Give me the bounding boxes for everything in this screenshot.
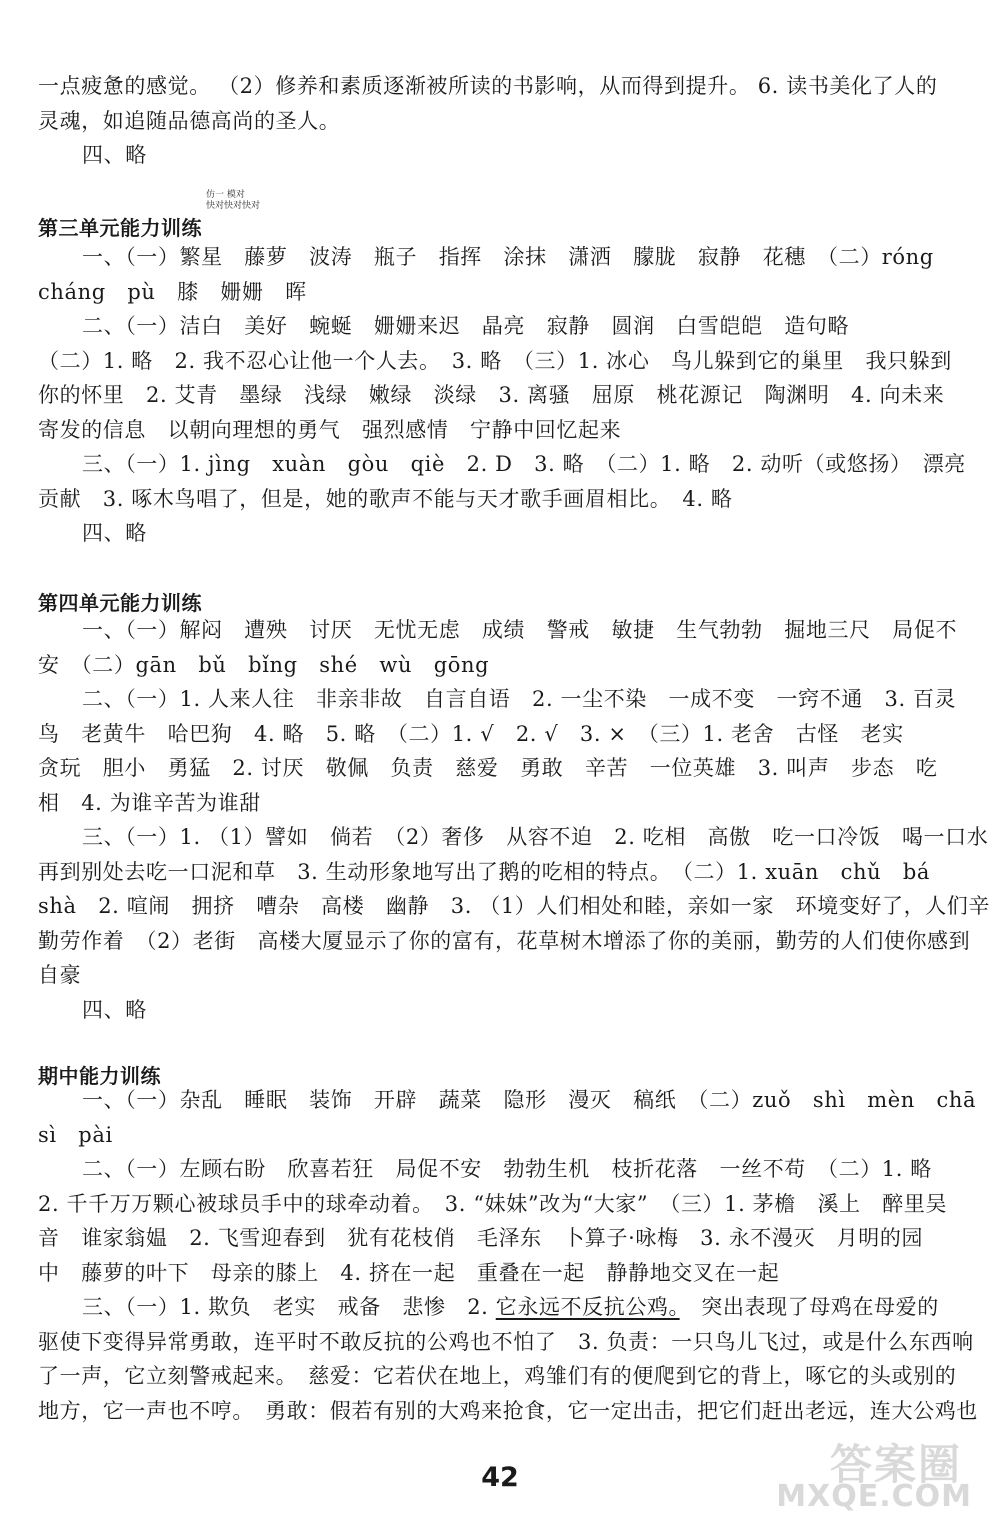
stamp-line: 仿一 模对 xyxy=(206,190,245,200)
text-line: 寄发的信息 以朝向理想的勇气 强烈感情 宁静中回忆起来 xyxy=(38,417,622,442)
text-line: 你的怀里 2. 艾青 墨绿 浅绿 嫩绿 淡绿 3. 离骚 屈原 桃花源记 陶渊明 4. 向未来 xyxy=(38,383,945,407)
text-line: 安 （二）gān bǔ bǐng shé wù gōng xyxy=(38,652,490,677)
stamp-line: 快对快对快对 xyxy=(206,201,261,211)
text-line: 再到别处去吃一口泥和草 3. 生动形象地写出了鹅的吃相的特点。 （二）1. xuān chǔ bá xyxy=(38,859,931,884)
unit3-answers xyxy=(38,240,968,551)
text-line: 贪玩 胆小 勇猛 2. 讨厌 敬佩 负责 慈爱 勇敢 辛苦 一位英雄 3. 叫声 步态 吃 xyxy=(38,756,938,780)
text-line: 一、（一）杂乱 睡眠 装饰 开辟 蔬菜 隐形 漫灭 稿纸 （二）zuǒ shì mèn chā xyxy=(82,1088,977,1112)
text-run: 三、（一）1. 欺负 老实 戒备 悲惨 2. xyxy=(82,1295,496,1319)
top-continuation xyxy=(38,69,968,173)
watermark-logo: 答案圈 xyxy=(829,1440,962,1489)
text-line xyxy=(38,1290,968,1325)
text-line: 了一声，它立刻警戒起来。 慈爱：它若伏在地上，鸡雏们有的便爬到它的背上，啄它的头或别的 xyxy=(38,1364,957,1388)
text-line: 贡献 3. 啄木鸟唱了，但是，她的歌声不能与天才歌手画眉相比。 4. 略 xyxy=(38,486,733,511)
text-line: 三、（一）1. jìng xuàn gòu qiè 2. D 3. 略 （二）1. 略 2. 动听（或悠扬） 漂亮 xyxy=(82,452,966,476)
text-line: 四、略 xyxy=(82,997,147,1022)
page-number: 42 xyxy=(481,1462,519,1493)
text-line: 相 4. 为谁辛苦为谁甜 xyxy=(38,790,261,815)
text-line: 三、（一）1. （1）譬如 倘若 （2）奢侈 从容不迫 2. 吃相 高傲 吃一口冷饭 喝一口水 xyxy=(82,825,989,849)
text-line: 四、略 xyxy=(82,143,147,167)
text-line: 四、略 xyxy=(82,521,147,545)
text-line: 一、（一）繁星 藤萝 波涛 瓶子 指挥 涂抹 潇洒 朦胧 寂静 花穗 （二）róng xyxy=(82,245,934,269)
text-line: 自豪 xyxy=(38,963,82,987)
watermark xyxy=(776,1432,980,1514)
text-line: 灵魂，如追随品德高尚的圣人。 xyxy=(38,108,341,133)
midterm-title: 期中能力训练 xyxy=(38,1064,161,1088)
unit4-answers xyxy=(38,613,991,1027)
text-line: 一、（一）解闷 遭殃 讨厌 无忧无虑 成绩 警戒 敏捷 生气勃勃 掘地三尺 局促不 xyxy=(82,618,958,642)
text-line: 鸟 老黄牛 哈巴狗 4. 略 5. 略 （二）1. √ 2. √ 3. × （三）1. 老舍 古怪 老实 xyxy=(38,721,904,746)
text-line: sì pài xyxy=(38,1122,113,1147)
text-line: cháng pù 膝 姗姗 晖 xyxy=(38,279,307,304)
midterm-answers xyxy=(38,1083,978,1428)
text-line: 二、（一）洁白 美好 蜿蜒 姗姗来迟 晶亮 寂静 圆润 白雪皑皑 造句略 xyxy=(82,314,850,338)
underlined-answer: 它永远不反抗公鸡。 xyxy=(495,1295,680,1319)
text-line: 二、（一）左顾右盼 欣喜若狂 局促不安 勃勃生机 枝折花落 一丝不苟 （二）1. 略 xyxy=(82,1157,932,1181)
handwritten-stamp xyxy=(206,190,260,212)
text-line: 中 藤萝的叶下 母亲的膝上 4. 挤在一起 重叠在一起 静静地交叉在一起 xyxy=(38,1260,780,1285)
text-line: 地方，它一声也不哼。 勇敢：假若有别的大鸡来抢食，它一定出击，把它们赶出老远，连大公鸡也 xyxy=(38,1398,978,1423)
text-line: （二）1. 略 2. 我不忍心让他一个人去。 3. 略 （三）1. 冰心 鸟儿躲到它的巢里 我只躲到 xyxy=(38,348,952,373)
unit3-title: 第三单元能力训练 xyxy=(38,216,202,240)
text-line: 驱使下变得异常勇敢，连平时不敢反抗的公鸡也不怕了 3. 负责：一只鸟儿飞过，或是什么东西响 xyxy=(38,1329,974,1354)
text-line: 一点疲惫的感觉。 （2）修养和素质逐渐被所读的书影响，从而得到提升。 6. 读书美化了人的 xyxy=(38,74,938,98)
text-line: shà 2. 喧闹 拥挤 嘈杂 高楼 幽静 3. （1）人们相处和睦，亲如一家 环境变好了，人们辛 xyxy=(38,894,991,918)
text-line: 勤劳作着 （2）老街 高楼大厦显示了你的富有，花草树木增添了你的美丽，勤劳的人们使你感到 xyxy=(38,928,971,953)
text-run: 突出表现了母鸡在母爱的 xyxy=(679,1295,939,1319)
text-line: 2. 千千万万颗心被球员手中的球牵动着。 3. “妹妹”改为“大家” （三）1. 茅檐 溪上 醉里吴 xyxy=(38,1191,948,1216)
text-line: 音 谁家翁媪 2. 飞雪迎春到 犹有花枝俏 毛泽东 卜算子·咏梅 3. 永不漫灭 月明的园 xyxy=(38,1226,924,1250)
unit4-title: 第四单元能力训练 xyxy=(38,591,202,615)
text-line: 二、（一）1. 人来人往 非亲非故 自言自语 2. 一尘不染 一成不变 一窍不通 3. 百灵 xyxy=(82,687,957,711)
watermark-url: MXQE.COM xyxy=(776,1479,972,1514)
